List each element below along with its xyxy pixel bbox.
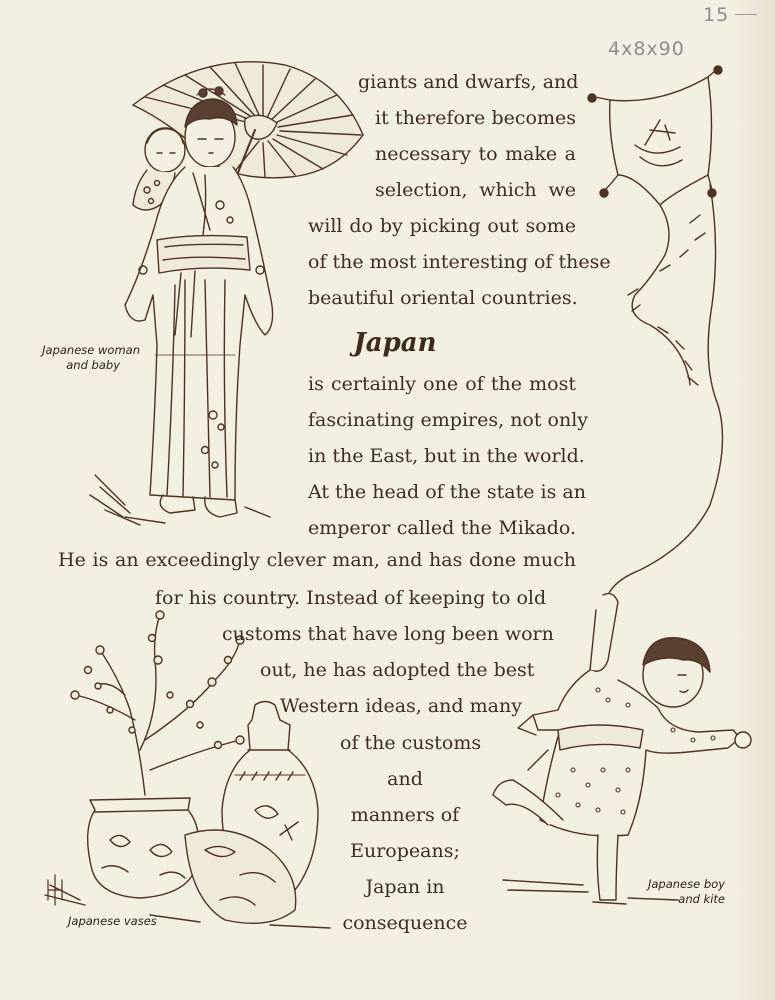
- text-line-14: for his country. Instead of keeping to old: [155, 587, 547, 609]
- text-line-18: of the customs: [340, 732, 482, 754]
- text-line-16: out, he has adopted the best: [260, 659, 535, 681]
- text-line-6: of the most interesting of these: [308, 251, 611, 273]
- text-line-13: He is an exceedingly clever man, and has done much: [58, 549, 576, 571]
- pencil-page-number: 15: [703, 4, 730, 26]
- section-heading-japan: Japan: [353, 328, 437, 358]
- caption-japanese-vases: [68, 914, 157, 929]
- text-line-5: will do by picking out some: [308, 215, 576, 237]
- caption-japanese-woman: [30, 343, 140, 373]
- text-line-21: Europeans;: [350, 840, 460, 862]
- text-line-17: Western ideas, and many: [280, 695, 522, 717]
- japanese-vases-illustration: [40, 600, 340, 940]
- text-line-10: in the East, but in the world.: [308, 445, 585, 467]
- caption-line: and baby: [66, 358, 120, 372]
- text-line-11: At the head of the state is an: [308, 481, 586, 503]
- caption-line: Japanese boy: [647, 877, 725, 891]
- text-line-4: selection, which we: [375, 179, 576, 201]
- text-line-9: fascinating empires, not only: [308, 409, 589, 431]
- text-line-22: Japan in: [365, 876, 445, 898]
- pencil-underline: [735, 14, 757, 15]
- text-line-12: emperor called the Mikado.: [308, 517, 576, 539]
- text-line-15: customs that have long been worn: [222, 623, 554, 645]
- caption-line: Japanese vases: [68, 914, 157, 928]
- text-line-2: it therefore becomes: [375, 107, 576, 129]
- text-line-8: is certainly one of the most: [308, 373, 576, 395]
- text-line-19: and: [387, 768, 423, 790]
- caption-line: and kite: [678, 892, 725, 906]
- text-line-7: beautiful oriental countries.: [308, 287, 578, 309]
- caption-line: Japanese woman: [42, 343, 140, 357]
- text-line-1: giants and dwarfs, and: [358, 71, 579, 93]
- text-line-20: manners of: [350, 804, 460, 826]
- text-line-3: necessary to make a: [375, 143, 576, 165]
- caption-japanese-boy: [615, 877, 725, 907]
- pencil-dimensions: 4x8x90: [608, 38, 685, 60]
- text-line-23: consequence: [342, 912, 468, 934]
